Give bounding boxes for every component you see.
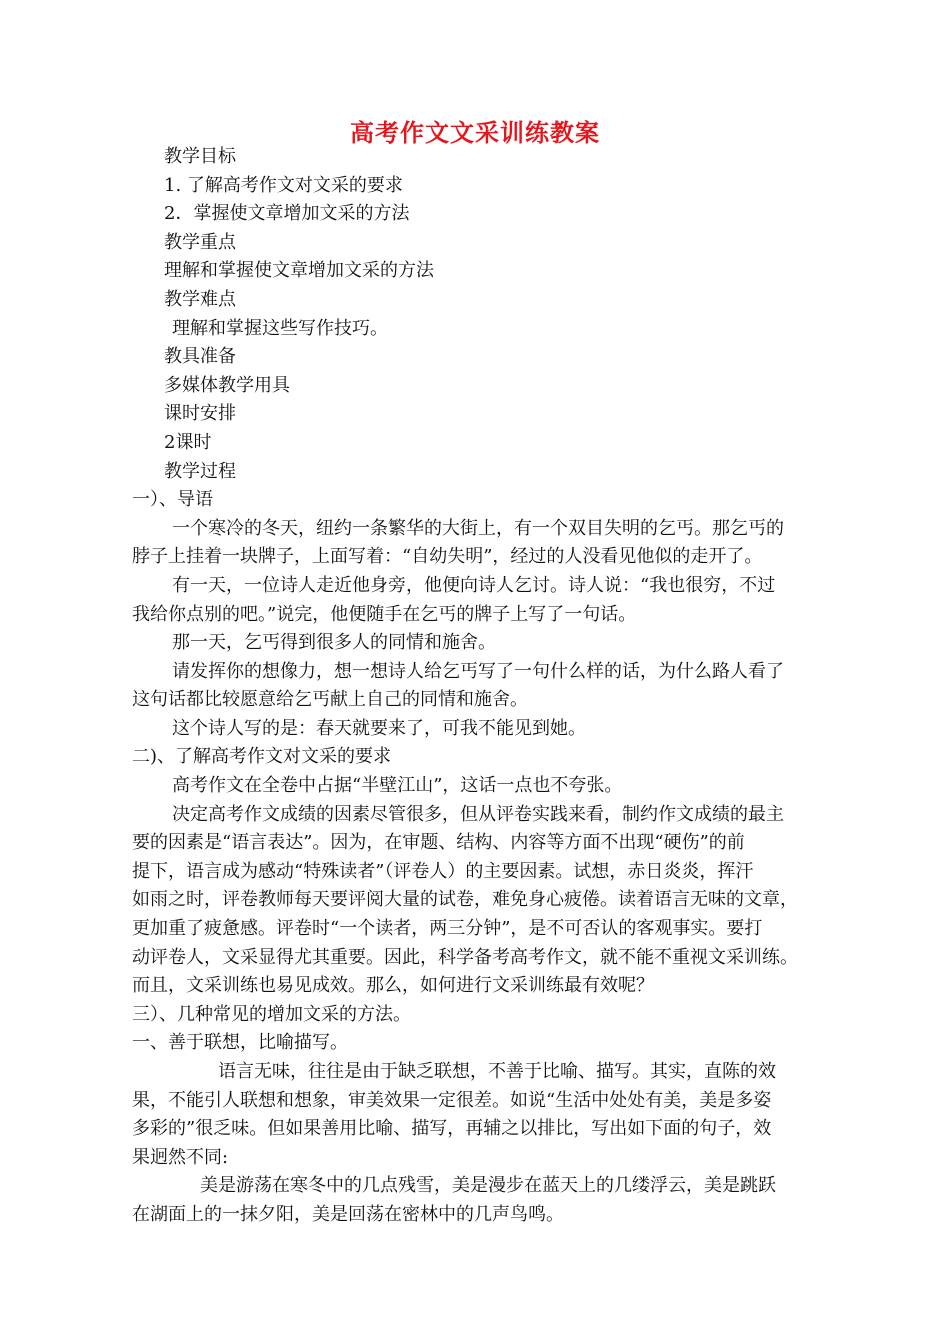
text-line: 而且，文采训练也易见成效。那么，如何进行文采训练最有效呢？ xyxy=(132,975,654,997)
text-line: 动评卷人，文采显得尤其重要。因此，科学备考高考作文，就不能不重视文采训练。 xyxy=(132,946,798,968)
text-line: 课时安排 xyxy=(164,403,236,425)
text-line: 脖子上挂着一块牌子，上面写着：“自幼失明”，经过的人没看见他似的走开了。 xyxy=(132,546,763,568)
text-line: 2．掌握使文章增加文采的方法 xyxy=(164,203,410,225)
text-line: 教学目标 xyxy=(164,146,236,167)
text-line: 一）、导语 xyxy=(132,489,213,511)
text-line: 决定高考作文成绩的因素尽管很多，但从评卷实践来看，制约作文成绩的最主 xyxy=(172,803,784,825)
text-line: 语言无味，往往是由于缺乏联想，不善于比喻、描写。其实，直陈的效 xyxy=(218,1061,776,1082)
text-line: 教学过程 xyxy=(164,460,236,482)
text-line: 多彩的”很乏味。但如果善用比喻、描写，再辅之以排比，写出如下面的句子，效 xyxy=(132,1118,772,1140)
text-line: 那一天，乞丐得到很多人的同情和施舍。 xyxy=(172,632,496,654)
document-body xyxy=(132,143,832,1230)
text-line: 2课时 xyxy=(164,431,212,453)
document-title: 高考作文文采训练教案 xyxy=(350,118,600,147)
text-line: 理解和掌握使文章增加文采的方法 xyxy=(164,260,434,282)
text-line: 如雨之时，评卷教师每天要评阅大量的试卷，难免身心疲倦。读着语言无味的文章， xyxy=(132,889,798,911)
text-line: 提下，语言成为感动“特殊读者”（评卷人）的主要因素。试想，赤日炎炎，挥汗 xyxy=(132,860,754,882)
text-line: 教学重点 xyxy=(164,231,236,253)
text-line: 1. 了解高考作文对文采的要求 xyxy=(164,174,403,196)
text-line: 二)、了解高考作文对文采的要求 xyxy=(132,746,392,768)
text-line: 我给你点别的吧。”说完，他便随手在乞丐的牌子上写了一句话。 xyxy=(132,603,637,625)
text-line: 有一天，一位诗人走近他身旁，他便向诗人乞讨。诗人说：“我也很穷，不过 xyxy=(172,574,776,596)
text-line: 三）、几种常见的增加文采的方法。 xyxy=(132,1003,411,1025)
text-line: 教学难点 xyxy=(164,288,236,310)
text-line: 高考作文在全卷中占据“半壁江山”，这话一点也不夸张。 xyxy=(172,775,623,797)
text-line: 在湖面上的一抹夕阳，美是回荡在密林中的几声鸟鸣。 xyxy=(132,1203,564,1225)
text-line: 多媒体教学用具 xyxy=(164,374,290,396)
text-line: 教具准备 xyxy=(164,346,236,368)
text-line: 果，不能引人联想和想象，审美效果一定很差。如说“生活中处处有美，美是多姿 xyxy=(132,1089,772,1111)
text-line: 要的因素是“语言表达”。因为，在审题、结构、内容等方面不出现“硬伤”的前 xyxy=(132,832,745,854)
text-line: 美是游荡在寒冬中的几点残雪，美是漫步在蓝天上的几缕浮云，美是跳跃 xyxy=(200,1175,776,1197)
text-line: 这句话都比较愿意给乞丐献上自己的同情和施舍。 xyxy=(132,689,528,711)
text-line: 理解和掌握这些写作技巧。 xyxy=(172,317,388,339)
text-line: 更加重了疲惫感。评卷时“一个读者，两三分钟”，是不可否认的客观事实。要打 xyxy=(132,918,763,940)
text-line: 一个寒冷的冬天，纽约一条繁华的大街上，有一个双目失明的乞丐。那乞丐的 xyxy=(172,517,784,539)
text-line: 请发挥你的想像力，想一想诗人给乞丐写了一句什么样的话，为什么路人看了 xyxy=(172,660,784,682)
text-line: 一、善于联想，比喻描写。 xyxy=(132,1032,348,1054)
text-line: 这个诗人写的是：春天就要来了，可我不能见到她。 xyxy=(172,717,586,739)
text-line: 果迥然不同: xyxy=(132,1146,229,1168)
